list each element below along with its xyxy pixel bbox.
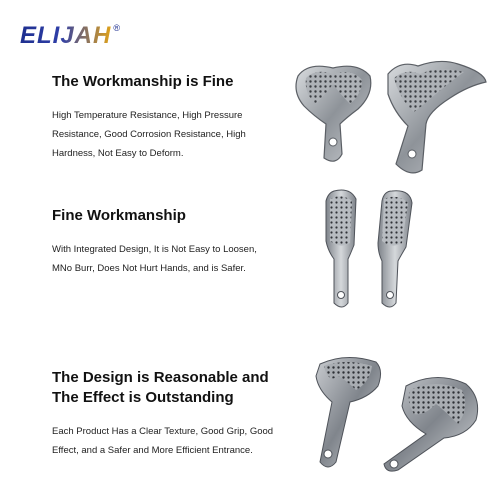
dental-tray-side-image — [314, 185, 424, 315]
dental-impression-tray-icon — [378, 191, 412, 307]
dental-tray-angled-image — [306, 350, 486, 480]
feature-description: Each Product Has a Clear Texture, Good Grip, Good Effect, and a Safer and More Efficient Entrance. — [52, 426, 274, 456]
feature-heading: The Workmanship is Fine — [52, 73, 234, 90]
dental-tray-pair-image — [288, 54, 494, 180]
dental-impression-tray-icon — [326, 190, 356, 307]
feature-section-1 — [52, 72, 292, 163]
brand-logo — [20, 22, 120, 52]
feature-heading: Fine Workmanship — [52, 207, 186, 224]
feature-description: With Integrated Design, It is Not Easy to Loosen, MNo Burr, Does Not Hurt Hands, and is Safer. — [52, 244, 257, 274]
dental-impression-tray-icon — [316, 357, 381, 467]
dental-impression-tray-icon — [388, 61, 486, 172]
dental-impression-tray-icon — [384, 377, 478, 471]
feature-description: High Temperature Resistance, High Pressure Resistance, Good Corrosion Resistance, High Hardness, Not Easy to Deform. — [52, 110, 246, 159]
feature-section-3 — [52, 368, 292, 460]
logo-text: ELIJAH — [20, 22, 112, 49]
dental-impression-tray-icon — [296, 66, 371, 161]
registered-mark: ® — [113, 23, 120, 33]
feature-section-2 — [52, 206, 292, 278]
feature-heading: The Design is Reasonable and The Effect is Outstanding — [52, 369, 269, 406]
